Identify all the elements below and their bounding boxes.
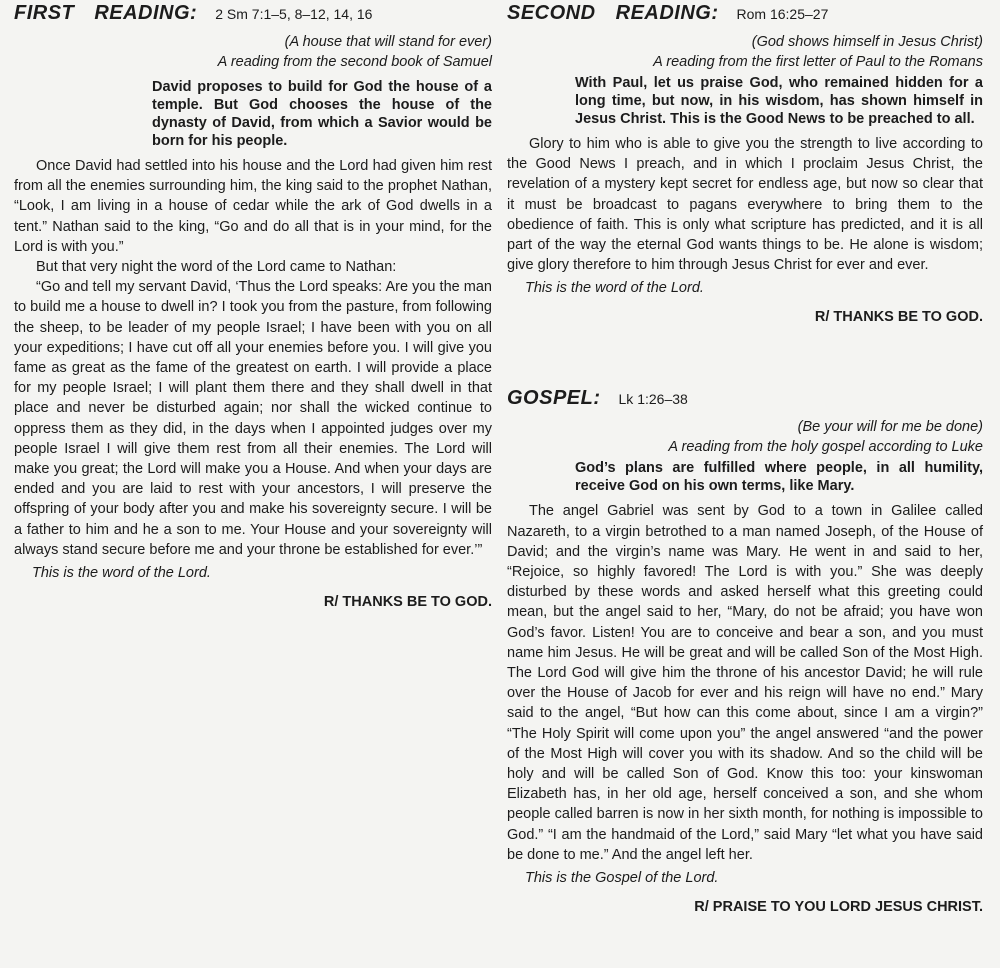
second-reading-summary: With Paul, let us praise God, who remained hidden for a long time, but now, in his wisdom, has shown himself in Jesus Christ. This is the Good News to be preached to all.: [575, 75, 983, 127]
second-reading-closing: This is the word of the Lord.: [525, 280, 704, 297]
first-reading-source: A reading from the second book of Samuel: [217, 54, 492, 70]
gospel-response: R/ PRAISE TO YOU LORD JESUS CHRIST.: [694, 899, 983, 916]
second-reading-title: SECOND READING:: [507, 2, 719, 24]
gospel-closing: This is the Gospel of the Lord.: [525, 870, 719, 887]
gospel-source: A reading from the holy gospel according to Luke: [668, 439, 983, 456]
second-reading-header: [507, 2, 983, 32]
first-reading-response: R/ THANKS BE TO GOD.: [323, 594, 492, 611]
gospel-paragraph: The angel Gabriel was sent by God to a town in Galilee called Nazareth, to a virgin betrothed to a man named Joseph, of the House of David; and the virgin’s name was Mary. He went in and said to her, “Rejoice, so highly favored! The Lord is with you.” She was deeply disturbed by these words and asked herself what this greeting could mean, but the angel said to her, “Mary, do not be afraid; you have won God’s favor. Listen! You are to conceive and bear a son, and you must name him Jesus. He will be great and will be called Son of the Most High. The Lord God will give him the throne of his ancestor David; he will rule over the House of Jacob for ever and his reign will have no end.” Mary said to the angel, “But how can this come about, since I am a virgin?” “The Holy Spirit will come upon you” the angel answered “and the power of the Most High will cover you with its shadow. And so the child will be holy and will be called Son of God. Know this too: your kinswoman Elizabeth has, in her old age, herself conceived a son, and she whom people called barren is now in her sixth month, for nothing is impossible to God.” “I am the handmaid of the Lord,” said Mary “let what you have said be done to me.” And the angel left her.: [507, 503, 983, 863]
first-reading-title: FIRST READING:: [14, 2, 198, 24]
first-reading-closing: This is the word of the Lord.: [32, 565, 211, 582]
second-reading-section: [507, 2, 983, 325]
first-reading-paragraph: Once David had settled into his house and the Lord had given him rest from all the enemies surrounding him, the king said to the prophet Nathan, “Look, I am living in a house of cedar while the ark of God dwells in a tent.” Nathan said to the king, “Go and do all that is in your mind, for the Lord is with you.”: [14, 158, 492, 255]
gospel-title: GOSPEL:: [507, 387, 601, 410]
gospel-citation: Lk 1:26–38: [618, 391, 688, 408]
first-reading-header: [14, 2, 492, 32]
gospel-header: [507, 387, 983, 417]
gospel-summary: God’s plans are fulfilled where people, in all humility, receive God on his own terms, like Mary.: [575, 460, 983, 495]
second-reading-subtitle: (God shows himself in Jesus Christ): [751, 34, 983, 50]
first-reading-citation: 2 Sm 7:1–5, 8–12, 14, 16: [215, 6, 373, 22]
first-reading-paragraph: But that very night the word of the Lord came to Nathan:: [36, 259, 397, 276]
second-reading-response: R/ THANKS BE TO GOD.: [814, 309, 983, 326]
first-reading-summary: David proposes to build for God the house of a temple. But God chooses the house of the dynasty of David, from which a Savior would be born for his people.: [152, 79, 492, 149]
gospel-section: [507, 387, 983, 915]
second-reading-paragraph: Glory to him who is able to give you the strength to live according to the Good News I preach, and in which I proclaim Jesus Christ, the revelation of a mystery kept secret for endless age, but now so clear that it must be broadcast to pagans everywhere to bring them to the obedience of faith. This is only what scripture has predicted, and it is all part of the way the eternal God wants things to be. He alone is wisdom; give glory therefore to him through Jesus Christ for ever and ever.: [507, 136, 983, 274]
first-reading-section: [14, 0, 492, 610]
right-column: [507, 0, 983, 915]
first-reading-subtitle: (A house that will stand for ever): [284, 34, 492, 50]
gospel-subtitle: (Be your will for me be done): [797, 419, 983, 436]
first-reading-paragraph: “Go and tell my servant David, ‘Thus the Lord speaks: Are you the man to build me a house to dwell in? I took you from the pasture, from following the sheep, to be leader of my people Israel; I have been with you on all your expeditions; I have cut off all your enemies before you. I will give you fame as great as the fame of the greatest on earth. I will provide a place for my people Israel; I will plant them there and they shall dwell in that place and never be disturbed again; nor shall the wicked continue to oppress them as they did, in the days when I appointed judges over my people Israel I will give them rest from all their enemies. The Lord will make you great; the Lord will make you a House. And when your days are ended and you are laid to rest with your ancestors, I will preserve the offspring of your body after you and make his sovereignty secure. I will be a father to him and he a son to me. Your House and your sovereignty will always stand secure before me and your throne be established for ever.’”: [14, 279, 492, 558]
second-reading-citation: Rom 16:25–27: [736, 6, 829, 22]
second-reading-source: A reading from the first letter of Paul to the Romans: [653, 54, 983, 70]
